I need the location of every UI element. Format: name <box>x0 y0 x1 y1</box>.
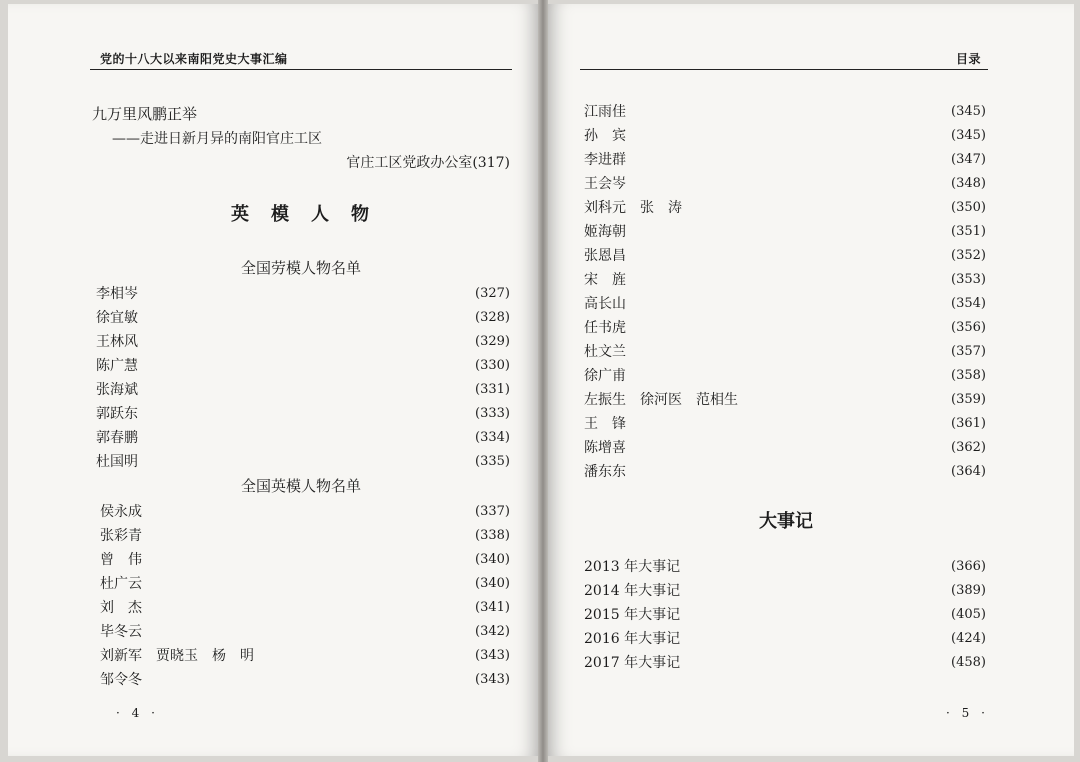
toc-entry-page: (342) <box>475 623 510 639</box>
toc-entry-name: 杜国明 <box>96 454 138 470</box>
toc-entry <box>96 377 510 401</box>
toc-entry-page: (357) <box>951 343 986 359</box>
toc-entry <box>100 547 510 571</box>
toc-entry <box>584 195 986 219</box>
toc-entry-page: (340) <box>475 551 510 567</box>
leader-dots <box>686 626 945 650</box>
toc-entry-page: (341) <box>475 599 510 615</box>
toc-entry-page: (354) <box>951 295 986 311</box>
toc-entry-page: (348) <box>951 175 986 191</box>
toc-entry <box>96 401 510 425</box>
toc-entry-page: (424) <box>951 630 986 646</box>
toc-entry-page: (345) <box>951 103 986 119</box>
toc-entry-name: 2017 年大事记 <box>584 655 681 671</box>
toc-entry-page: (359) <box>951 391 986 407</box>
toc-entry <box>100 619 510 643</box>
leader-dots <box>688 195 945 219</box>
toc-entry-page: (331) <box>475 381 510 397</box>
toc-entry-name: 王林风 <box>96 334 138 350</box>
leader-dots <box>144 305 469 329</box>
toc-entry <box>100 523 510 547</box>
leader-dots <box>632 99 945 123</box>
toc-entry <box>96 449 510 473</box>
toc-entry-name: 徐宜敏 <box>96 310 138 326</box>
leader-dots <box>148 595 469 619</box>
toc-entry <box>584 99 986 123</box>
toc-entry-name: 曾 伟 <box>100 552 142 568</box>
toc-entry-page: (389) <box>951 582 986 598</box>
toc-entry-name: 李相岑 <box>96 286 138 302</box>
toc-entry-page: (340) <box>475 575 510 591</box>
book-gutter <box>538 0 548 762</box>
toc-entry <box>584 435 986 459</box>
toc-entry-name: 刘新军 贾晓玉 杨 明 <box>100 648 254 664</box>
leader-dots <box>744 387 945 411</box>
toc-entry-page: (333) <box>475 405 510 421</box>
toc-entry-page: (364) <box>951 463 986 479</box>
toc-entry <box>100 499 510 523</box>
article-source: 官庄工区党政办公室(317) <box>346 155 510 171</box>
toc-entry <box>584 267 986 291</box>
left-folio: · 4 · <box>116 706 159 720</box>
toc-entry-name: 张彩青 <box>100 528 142 544</box>
toc-entry-name: 姬海朝 <box>584 224 626 240</box>
toc-entry <box>584 650 986 674</box>
left-running-header: 党的十八大以来南阳党史大事汇编 <box>100 52 288 66</box>
leader-dots <box>686 578 945 602</box>
toc-entry-page: (358) <box>951 367 986 383</box>
toc-entry-page: (335) <box>475 453 510 469</box>
toc-entry-page: (353) <box>951 271 986 287</box>
leader-dots <box>686 650 945 674</box>
leader-dots <box>632 219 945 243</box>
toc-entry-page: (361) <box>951 415 986 431</box>
toc-entry <box>100 667 510 691</box>
toc-entry-page: (329) <box>475 333 510 349</box>
left-header-rule <box>90 69 512 70</box>
toc-entry-name: 徐广甫 <box>584 368 626 384</box>
leader-dots <box>144 401 469 425</box>
article-subtitle: ——走进日新月异的南阳官庄工区 <box>112 131 322 147</box>
toc-entry-name: 宋 旌 <box>584 272 626 288</box>
list1-title: 全国劳模人物名单 <box>240 259 361 277</box>
section-title-heroes: 英 模 人 物 <box>231 204 371 225</box>
toc-entry-name: 陈增喜 <box>584 440 626 456</box>
leader-dots <box>632 435 945 459</box>
leader-dots <box>260 643 469 667</box>
toc-entry <box>584 411 986 435</box>
leader-dots <box>148 547 469 571</box>
leader-dots <box>632 339 945 363</box>
toc-entry <box>584 626 986 650</box>
leader-dots <box>686 554 945 578</box>
leader-dots <box>144 449 469 473</box>
toc-entry <box>584 363 986 387</box>
leader-dots <box>632 243 945 267</box>
leader-dots <box>148 619 469 643</box>
toc-entry-page: (405) <box>951 606 986 622</box>
toc-entry-name: 江雨佳 <box>584 104 626 120</box>
list2-title: 全国英模人物名单 <box>240 477 361 495</box>
toc-entry <box>584 219 986 243</box>
leader-dots <box>148 499 469 523</box>
toc-entry <box>584 123 986 147</box>
leader-dots <box>632 123 945 147</box>
right-running-header: 目录 <box>956 52 982 66</box>
toc-entry-page: (338) <box>475 527 510 543</box>
leader-dots <box>144 353 469 377</box>
leader-dots <box>686 602 945 626</box>
toc-entry-page: (350) <box>951 199 986 215</box>
toc-entry <box>584 147 986 171</box>
toc-entry <box>584 339 986 363</box>
toc-entry <box>584 554 986 578</box>
toc-entry <box>584 171 986 195</box>
toc-entry-name: 李进群 <box>584 152 626 168</box>
leader-dots <box>632 291 945 315</box>
toc-entry-page: (330) <box>475 357 510 373</box>
right-folio: · 5 · <box>946 706 989 720</box>
toc-entry <box>96 329 510 353</box>
toc-entry <box>100 595 510 619</box>
toc-entry-page: (458) <box>951 654 986 670</box>
toc-entry <box>100 643 510 667</box>
toc-entry-page: (351) <box>951 223 986 239</box>
toc-entry <box>584 315 986 339</box>
toc-entry-name: 刘科元 张 涛 <box>584 200 682 216</box>
leader-dots <box>632 459 945 483</box>
toc-entry <box>584 459 986 483</box>
leader-dots <box>148 667 469 691</box>
toc-entry-name: 高长山 <box>584 296 626 312</box>
leader-dots <box>632 363 945 387</box>
toc-entry-page: (362) <box>951 439 986 455</box>
section-title-events: 大事记 <box>759 511 813 532</box>
toc-entry <box>584 243 986 267</box>
toc-entry-name: 侯永成 <box>100 504 142 520</box>
toc-entry-page: (343) <box>475 671 510 687</box>
leader-dots <box>632 267 945 291</box>
leader-dots <box>148 523 469 547</box>
toc-entry-name: 王 锋 <box>584 416 626 432</box>
toc-entry <box>96 305 510 329</box>
leader-dots <box>144 281 469 305</box>
toc-entry-name: 左振生 徐河医 范相生 <box>584 392 738 408</box>
toc-entry-name: 郭春鹏 <box>96 430 138 446</box>
toc-entry-name: 2014 年大事记 <box>584 583 681 599</box>
toc-entry-page: (328) <box>475 309 510 325</box>
leader-dots <box>632 147 945 171</box>
toc-entry-name: 孙 宾 <box>584 128 626 144</box>
toc-entry-name: 张恩昌 <box>584 248 626 264</box>
toc-entry-page: (334) <box>475 429 510 445</box>
toc-entry-name: 刘 杰 <box>100 600 142 616</box>
toc-entry <box>100 571 510 595</box>
leader-dots <box>144 425 469 449</box>
toc-entry-page: (343) <box>475 647 510 663</box>
leader-dots <box>632 411 945 435</box>
toc-entry-name: 杜文兰 <box>584 344 626 360</box>
toc-entry-name: 邹令冬 <box>100 672 142 688</box>
toc-entry <box>96 425 510 449</box>
article-title: 九万里风鹏正举 <box>92 105 198 123</box>
toc-entry <box>584 387 986 411</box>
toc-entry <box>584 578 986 602</box>
toc-entry-name: 2016 年大事记 <box>584 631 681 647</box>
toc-entry-page: (356) <box>951 319 986 335</box>
toc-entry-name: 潘东东 <box>584 464 626 480</box>
toc-entry-name: 陈广慧 <box>96 358 138 374</box>
toc-entry-page: (366) <box>951 558 986 574</box>
toc-entry <box>584 602 986 626</box>
toc-entry-name: 2013 年大事记 <box>584 559 681 575</box>
toc-entry <box>96 353 510 377</box>
leader-dots <box>92 150 340 174</box>
toc-entry-name: 任书虎 <box>584 320 626 336</box>
leader-dots <box>144 377 469 401</box>
leader-dots <box>148 571 469 595</box>
toc-entry-page: (327) <box>475 285 510 301</box>
article-source-line <box>92 150 510 174</box>
toc-entry-page: (347) <box>951 151 986 167</box>
toc-entry <box>584 291 986 315</box>
leader-dots <box>632 315 945 339</box>
leader-dots <box>144 329 469 353</box>
toc-entry-name: 张海斌 <box>96 382 138 398</box>
toc-entry-name: 杜广云 <box>100 576 142 592</box>
toc-entry-page: (337) <box>475 503 510 519</box>
toc-entry-page: (352) <box>951 247 986 263</box>
toc-entry-name: 2015 年大事记 <box>584 607 681 623</box>
right-header-rule <box>580 69 988 70</box>
toc-entry-name: 毕冬云 <box>100 624 142 640</box>
leader-dots <box>632 171 945 195</box>
toc-entry <box>96 281 510 305</box>
toc-entry-page: (345) <box>951 127 986 143</box>
toc-entry-name: 郭跃东 <box>96 406 138 422</box>
toc-entry-name: 王会岑 <box>584 176 626 192</box>
